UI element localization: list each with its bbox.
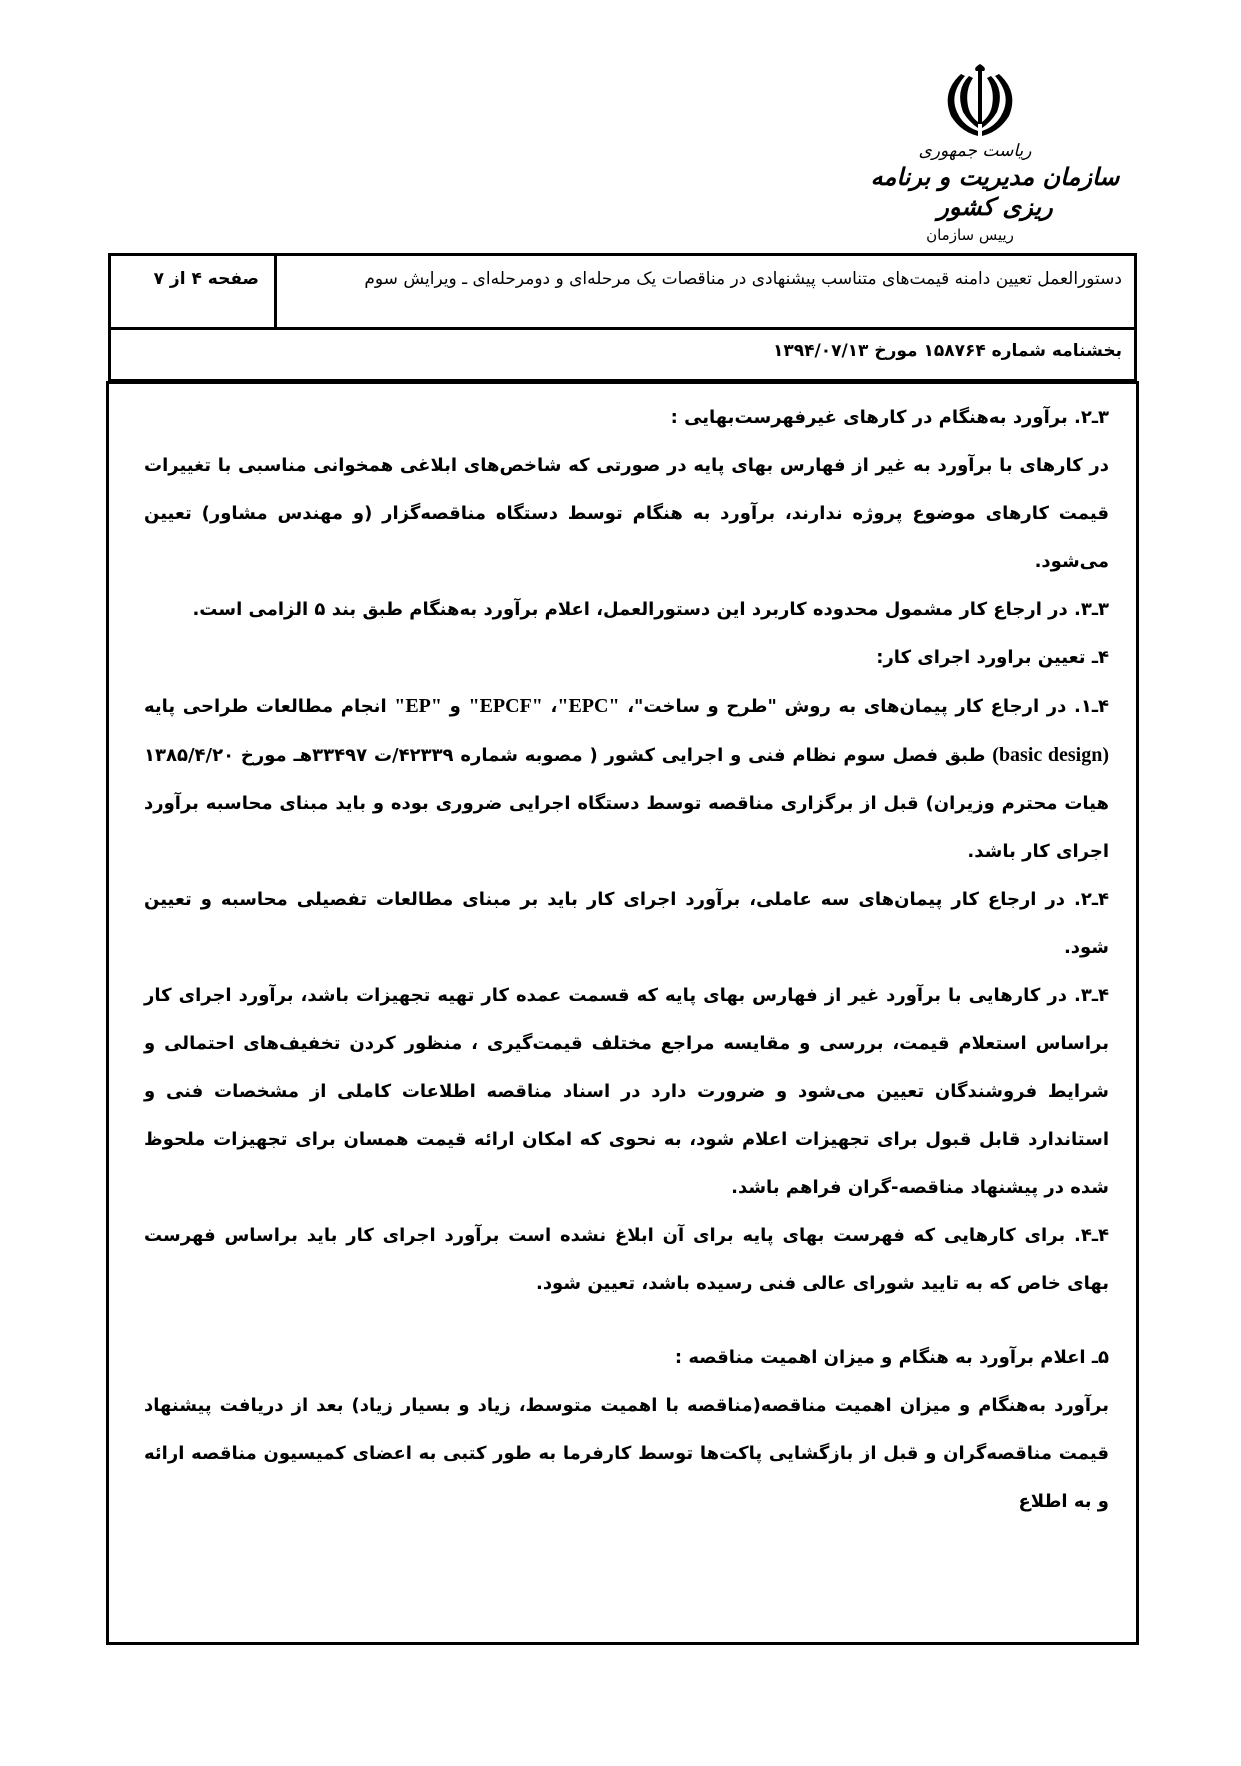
section-4-heading: ۴ـ تعیین براورد اجرای کار:: [876, 647, 1109, 668]
letterhead: [860, 140, 1130, 246]
section-4-1-part-a: ۴ـ۱. در ارجاع کار پیمان‌های به روش "طرح و ساخت"،: [619, 696, 1109, 717]
circular-reference: بخشنامه شماره ۱۵۸۷۶۴ مورخ ۱۳۹۴/۰۷/۱۳: [772, 341, 1122, 361]
section-4-3-text: ۴ـ۳. در کارهایی با برآورد غیر از فهارس بهای پایه که قسمت عمده کار تهیه تجهیزات باشد، برآورد اجرای کار براساس استعلام قیمت، بررسی و مقایسه مراجع مختلف قیمت‌گیری ، منظور کردن تخفیف‌های احتمالی و شرایط فروشندگان تعیین می‌شود و ضرورت دارد در اسناد مناقصه اطلاعات کاملی از مشخصات فنی و استاندارد قابل قبول برای تجهیزات اعلام شود، به نحوی که امکان ارائه قیمت همسان برای تجهیزات ملحوظ شده در پیشنهاد مناقصه-گران فراهم باشد.: [144, 985, 1109, 1198]
organization-name: سازمان مدیریت و برنامه ریزی کشور: [870, 162, 1120, 221]
section-5-heading: ۵ـ اعلام برآورد به هنگام و میزان اهمیت مناقصه :: [674, 1347, 1109, 1368]
section-5-text: برآورد به‌هنگام و میزان اهمیت مناقصه(مناقصه با اهمیت متوسط، زیاد و بسیار زیاد) بعد از دریافت پیشنهاد قیمت مناقصه‌گران و قبل از بازگشایی پاکت‌ها توسط کارفرما به طور کتبی به اعضای کمیسیون مناقصه ارائه و به اطلاع: [144, 1395, 1109, 1512]
term-basic-design: (basic design): [992, 744, 1109, 766]
head-of-organization-label: رییس سازمان: [926, 226, 1014, 244]
section-4-2-text: ۴ـ۲. در ارجاع کار پیمان‌های سه عاملی، برآورد اجرای کار باید بر مبنای مطالعات تفصیلی محاسبه و تعیین شود.: [144, 889, 1109, 958]
section-3-2-heading: ۳ـ۲. برآورد به‌هنگام در کارهای غیرفهرست‌بهایی :: [670, 407, 1109, 428]
document-content: [144, 394, 1109, 1526]
section-4-4-text: ۴ـ۴. برای کارهایی که فهرست بهای پایه برای آن ابلاغ نشده است برآورد اجرای کار باید براساس فهرست بهای خاص که به تایید شورای عالی فنی رسیده باشد، تعیین شود.: [144, 1225, 1109, 1294]
section-3-3-text: ۳ـ۳. در ارجاع کار مشمول محدوده کاربرد این دستورالعمل، اعلام برآورد به‌هنگام طبق بند ۵ الزامی است.: [192, 599, 1109, 620]
term-ep: "EP": [394, 695, 443, 717]
document-title: دستورالعمل تعیین دامنه قیمت‌های متناسب پیشنهادی در مناقصات یک مرحله‌ای و دومرحله‌ای ـ ویرایش سوم: [274, 256, 1134, 327]
section-4-1-text: [144, 682, 1109, 876]
conjunction: و: [442, 696, 469, 717]
page-number: صفحه ۴ از ۷: [153, 269, 259, 289]
document-header-table: [108, 253, 1137, 382]
term-epcf: "EPCF": [468, 695, 543, 717]
separator: ،: [542, 696, 558, 717]
presidency-label: ریاست جمهوری: [918, 141, 1032, 161]
section-4-1-part-b: انجام مطالعات طراحی پایه: [144, 696, 395, 717]
document-body-frame: [106, 381, 1139, 1645]
iran-emblem-icon: [935, 62, 1025, 142]
section-4-1-part-c: طبق فصل سوم نظام فنی و اجرایی کشور ( مصوبه شماره ۴۲۳۳۹/ت ۳۳۴۹۷هـ مورخ ۱۳۸۵/۴/۲۰ هیات محترم وزیران) قبل از برگزاری مناقصه توسط دستگاه اجرایی ضروری بوده و باید مبنای محاسبه برآورد اجرای کار باشد.: [144, 745, 1109, 862]
term-epc: "EPC": [557, 695, 620, 717]
section-3-2-text: در کارهای با برآورد به غیر از فهارس بهای پایه در صورتی که شاخص‌های ابلاغی همخوانی مناسبی با تغییرات قیمت کارهای موضوع پروژه ندارند، برآورد به هنگام توسط دستگاه مناقصه‌گزار (و مهندس مشاور) تعیین می‌شود.: [144, 455, 1109, 572]
header-row-title: [111, 256, 1134, 330]
